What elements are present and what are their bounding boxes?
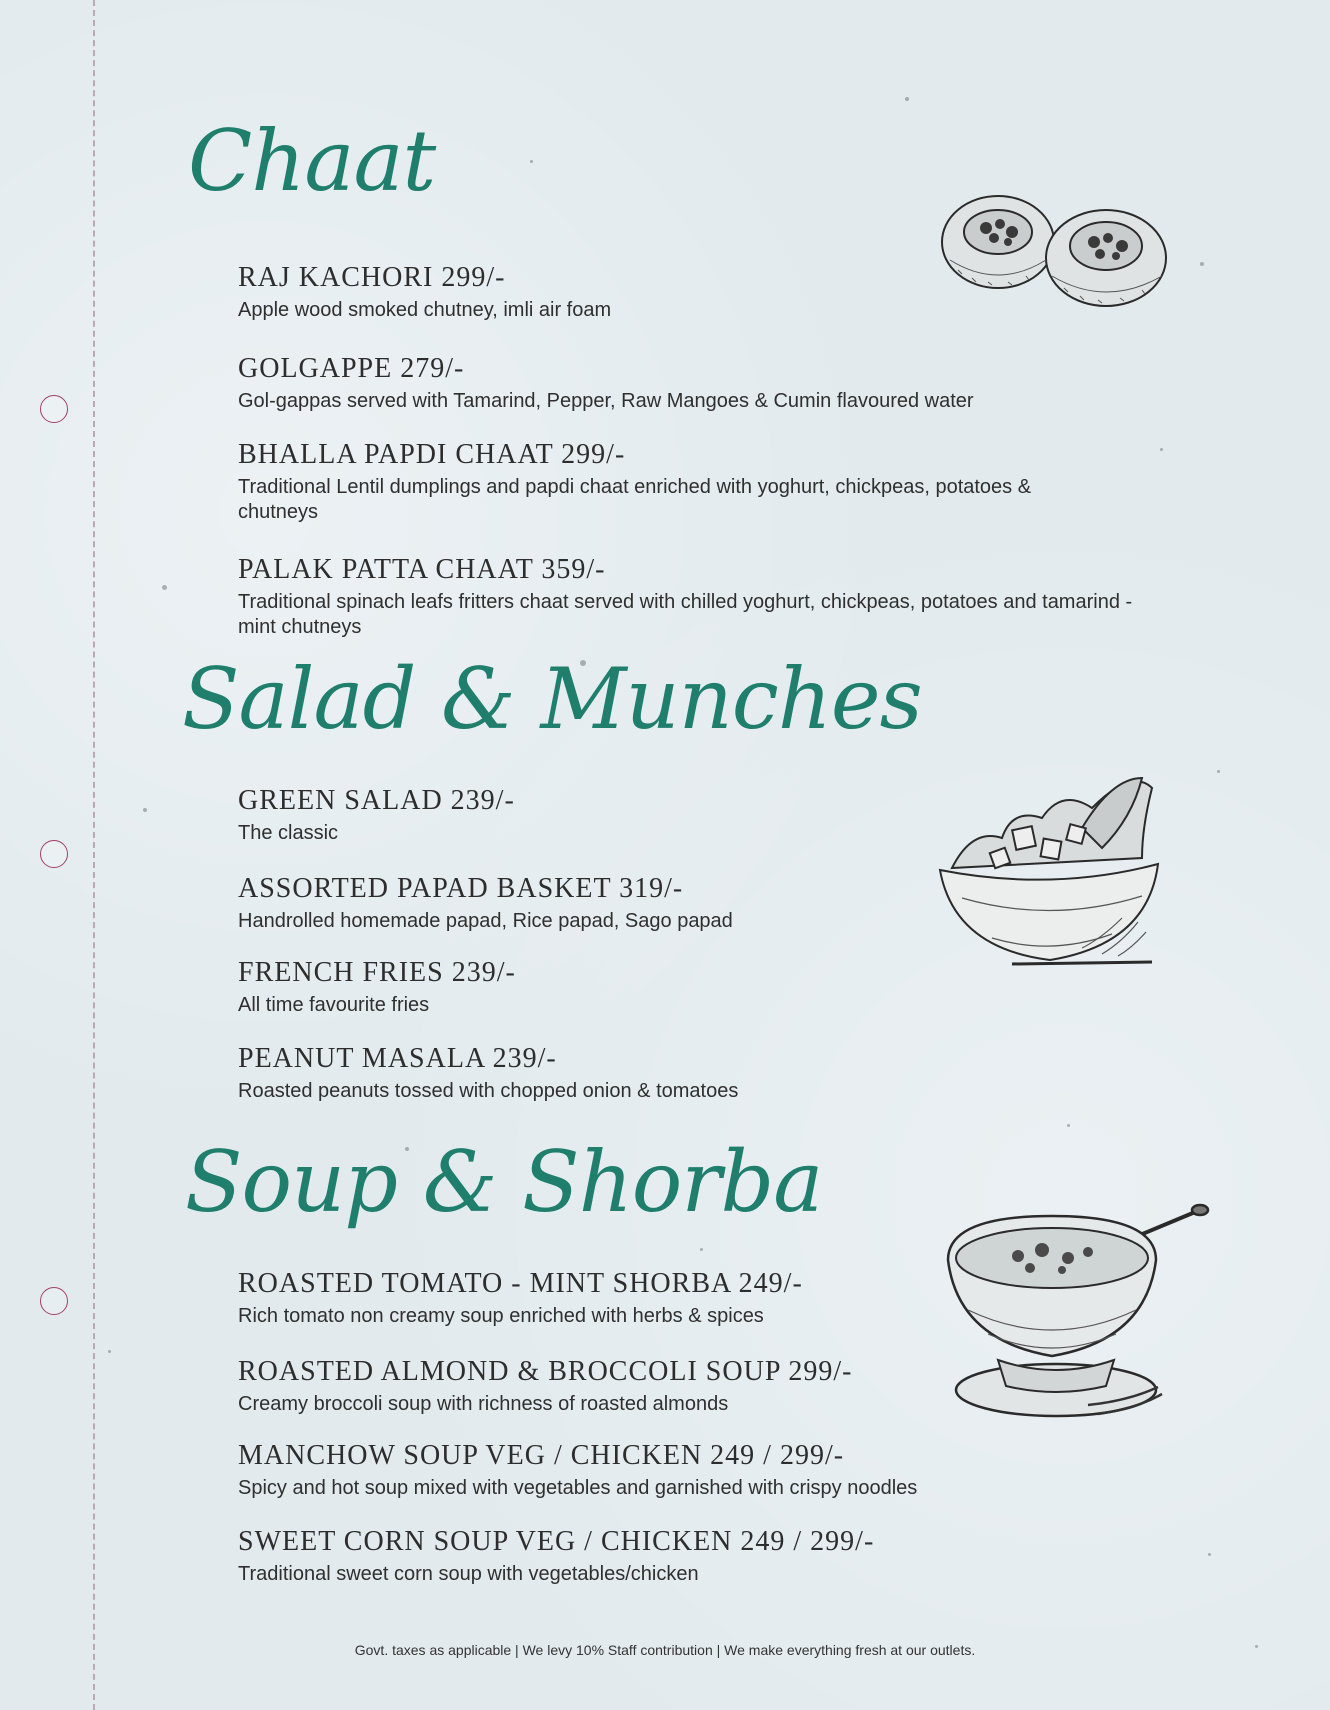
salad-bowl-illustration <box>932 768 1172 978</box>
menu-item <box>238 353 1138 414</box>
menu-item-name: PALAK PATTA CHAAT 359/- <box>238 554 606 585</box>
menu-item-description: Apple wood smoked chutney, imli air foam <box>238 299 612 321</box>
menu-item-description: Creamy broccoli soup with richness of roasted almonds <box>238 1393 729 1415</box>
punch-hole <box>40 395 68 423</box>
menu-item-name: SWEET CORN SOUP VEG / CHICKEN 249 / 299/- <box>238 1526 875 1557</box>
kachori-illustration <box>938 190 1178 320</box>
menu-item-description: The classic <box>238 822 339 844</box>
menu-item <box>238 1526 1138 1587</box>
menu-item <box>238 439 1098 525</box>
menu-item-description: All time favourite fries <box>238 994 430 1016</box>
paper-speck <box>530 160 533 163</box>
menu-item-description: Traditional spinach leafs fritters chaat served with chilled yoghurt, chickpeas, potatoes and tamarind - mint chutneys <box>238 591 1133 638</box>
menu-item-name: ASSORTED PAPAD BASKET 319/- <box>238 873 684 904</box>
menu-item-name: BHALLA PAPDI CHAAT 299/- <box>238 439 626 470</box>
menu-item-name: GREEN SALAD 239/- <box>238 785 515 816</box>
paper-speck <box>1160 448 1163 451</box>
menu-item-name: RAJ KACHORI 299/- <box>238 262 506 293</box>
section-title-soup-shorba: Soup & Shorba <box>185 1133 823 1231</box>
menu-item-description: Gol-gappas served with Tamarind, Pepper, Raw Mangoes & Cumin flavoured water <box>238 390 974 412</box>
punch-hole <box>40 840 68 868</box>
paper-speck <box>143 808 147 812</box>
section-title-salad-munches: Salad & Munches <box>182 650 922 748</box>
paper-speck <box>162 585 167 590</box>
menu-item-name: FRENCH FRIES 239/- <box>238 957 516 988</box>
paper-speck <box>1217 770 1220 773</box>
paper-speck <box>905 97 909 101</box>
paper-speck <box>1208 1553 1211 1556</box>
section-title-chaat: Chaat <box>188 112 436 210</box>
margin-line <box>93 0 95 1710</box>
menu-item-description: Spicy and hot soup mixed with vegetables and garnished with crispy noodles <box>238 1477 918 1499</box>
footer-note: Govt. taxes as applicable | We levy 10% Staff contribution | We make everything fresh at our outlets. <box>354 1642 976 1658</box>
menu-item <box>238 1043 1138 1104</box>
punch-hole <box>40 1287 68 1315</box>
menu-item-description: Traditional sweet corn soup with vegetables/chicken <box>238 1563 699 1585</box>
paper-speck <box>1200 262 1204 266</box>
menu-item-name: GOLGAPPE 279/- <box>238 353 465 384</box>
paper-speck <box>700 1248 703 1251</box>
menu-item-name: MANCHOW SOUP VEG / CHICKEN 249 / 299/- <box>238 1440 845 1471</box>
paper-speck <box>1067 1124 1070 1127</box>
menu-item-name: ROASTED TOMATO - MINT SHORBA 249/- <box>238 1268 803 1299</box>
menu-item-description: Rich tomato non creamy soup enriched with herbs & spices <box>238 1305 764 1327</box>
soup-bowl-illustration <box>938 1200 1218 1430</box>
menu-item <box>238 1440 1138 1501</box>
menu-item <box>238 554 1158 640</box>
menu-item-name: PEANUT MASALA 239/- <box>238 1043 557 1074</box>
paper-speck <box>108 1350 111 1353</box>
menu-item-description: Roasted peanuts tossed with chopped onion & tomatoes <box>238 1080 739 1102</box>
menu-item-name: ROASTED ALMOND & BROCCOLI SOUP 299/- <box>238 1356 853 1387</box>
menu-item-description: Handrolled homemade papad, Rice papad, Sago papad <box>238 910 733 932</box>
menu-item-description: Traditional Lentil dumplings and papdi chaat enriched with yoghurt, chickpeas, potatoes & chutneys <box>238 476 1032 523</box>
